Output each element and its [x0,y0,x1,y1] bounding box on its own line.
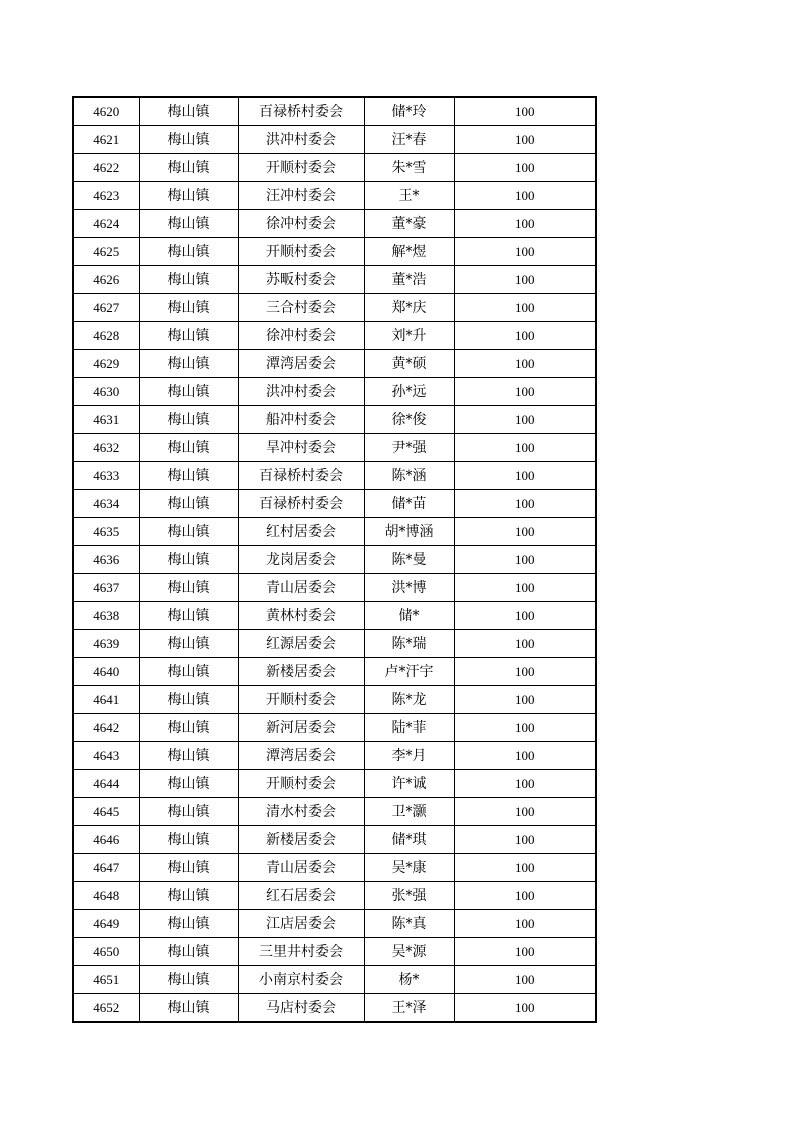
serial-cell: 4638 [73,602,139,630]
table-row [73,854,596,882]
name-cell: 朱*雪 [364,154,454,182]
data-table [72,96,597,1023]
committee-cell: 青山居委会 [238,574,364,602]
serial-cell: 4636 [73,546,139,574]
amount-cell: 100 [454,882,596,910]
name-cell: 汪*春 [364,126,454,154]
committee-cell: 龙岗居委会 [238,546,364,574]
committee-cell: 小南京村委会 [238,966,364,994]
town-cell: 梅山镇 [139,154,238,182]
table-row [73,574,596,602]
committee-cell: 船冲村委会 [238,406,364,434]
serial-cell: 4627 [73,294,139,322]
committee-cell: 三里井村委会 [238,938,364,966]
amount-cell: 100 [454,966,596,994]
serial-cell: 4651 [73,966,139,994]
name-cell: 储*琪 [364,826,454,854]
committee-cell: 红石居委会 [238,882,364,910]
amount-cell: 100 [454,826,596,854]
table-row [73,238,596,266]
town-cell: 梅山镇 [139,238,238,266]
amount-cell: 100 [454,378,596,406]
committee-cell: 徐冲村委会 [238,322,364,350]
serial-cell: 4620 [73,97,139,126]
serial-cell: 4630 [73,378,139,406]
serial-cell: 4631 [73,406,139,434]
serial-cell: 4626 [73,266,139,294]
town-cell: 梅山镇 [139,182,238,210]
committee-cell: 三合村委会 [238,294,364,322]
name-cell: 洪*博 [364,574,454,602]
town-cell: 梅山镇 [139,546,238,574]
town-cell: 梅山镇 [139,686,238,714]
amount-cell: 100 [454,238,596,266]
amount-cell: 100 [454,182,596,210]
name-cell: 吴*源 [364,938,454,966]
town-cell: 梅山镇 [139,770,238,798]
committee-cell: 汪冲村委会 [238,182,364,210]
serial-cell: 4623 [73,182,139,210]
name-cell: 陈*曼 [364,546,454,574]
serial-cell: 4624 [73,210,139,238]
table-row [73,770,596,798]
committee-cell: 江店居委会 [238,910,364,938]
amount-cell: 100 [454,658,596,686]
name-cell: 陈*真 [364,910,454,938]
table-row [73,406,596,434]
table-row [73,658,596,686]
committee-cell: 洪冲村委会 [238,126,364,154]
town-cell: 梅山镇 [139,658,238,686]
name-cell: 解*煜 [364,238,454,266]
town-cell: 梅山镇 [139,826,238,854]
serial-cell: 4622 [73,154,139,182]
committee-cell: 徐冲村委会 [238,210,364,238]
table-row [73,322,596,350]
table-row [73,210,596,238]
committee-cell: 百禄桥村委会 [238,462,364,490]
town-cell: 梅山镇 [139,322,238,350]
name-cell: 储*苗 [364,490,454,518]
amount-cell: 100 [454,714,596,742]
committee-cell: 开顺村委会 [238,686,364,714]
name-cell: 徐*俊 [364,406,454,434]
town-cell: 梅山镇 [139,97,238,126]
amount-cell: 100 [454,938,596,966]
name-cell: 吴*康 [364,854,454,882]
name-cell: 陆*菲 [364,714,454,742]
amount-cell: 100 [454,546,596,574]
town-cell: 梅山镇 [139,714,238,742]
amount-cell: 100 [454,798,596,826]
serial-cell: 4647 [73,854,139,882]
committee-cell: 潭湾居委会 [238,350,364,378]
name-cell: 王*泽 [364,994,454,1023]
serial-cell: 4645 [73,798,139,826]
table-row [73,742,596,770]
amount-cell: 100 [454,490,596,518]
committee-cell: 开顺村委会 [238,154,364,182]
table-row [73,126,596,154]
table-row [73,546,596,574]
table-row [73,630,596,658]
serial-cell: 4640 [73,658,139,686]
committee-cell: 旱冲村委会 [238,434,364,462]
table-row [73,938,596,966]
town-cell: 梅山镇 [139,126,238,154]
amount-cell: 100 [454,462,596,490]
committee-cell: 新河居委会 [238,714,364,742]
committee-cell: 潭湾居委会 [238,742,364,770]
amount-cell: 100 [454,266,596,294]
amount-cell: 100 [454,854,596,882]
name-cell: 陈*涵 [364,462,454,490]
amount-cell: 100 [454,994,596,1023]
town-cell: 梅山镇 [139,798,238,826]
name-cell: 卢*汗宇 [364,658,454,686]
town-cell: 梅山镇 [139,966,238,994]
name-cell: 董*浩 [364,266,454,294]
town-cell: 梅山镇 [139,910,238,938]
committee-cell: 新楼居委会 [238,658,364,686]
town-cell: 梅山镇 [139,602,238,630]
town-cell: 梅山镇 [139,574,238,602]
amount-cell: 100 [454,97,596,126]
committee-cell: 开顺村委会 [238,238,364,266]
table-row [73,266,596,294]
table-row [73,910,596,938]
town-cell: 梅山镇 [139,434,238,462]
table-row [73,434,596,462]
name-cell: 储* [364,602,454,630]
committee-cell: 洪冲村委会 [238,378,364,406]
town-cell: 梅山镇 [139,294,238,322]
serial-cell: 4637 [73,574,139,602]
serial-cell: 4643 [73,742,139,770]
serial-cell: 4644 [73,770,139,798]
name-cell: 陈*龙 [364,686,454,714]
serial-cell: 4633 [73,462,139,490]
table-row [73,490,596,518]
amount-cell: 100 [454,294,596,322]
amount-cell: 100 [454,630,596,658]
amount-cell: 100 [454,350,596,378]
table-row [73,97,596,126]
name-cell: 储*玲 [364,97,454,126]
serial-cell: 4632 [73,434,139,462]
serial-cell: 4628 [73,322,139,350]
committee-cell: 青山居委会 [238,854,364,882]
committee-cell: 马店村委会 [238,994,364,1023]
town-cell: 梅山镇 [139,630,238,658]
serial-cell: 4650 [73,938,139,966]
table-row [73,378,596,406]
amount-cell: 100 [454,574,596,602]
table-row [73,602,596,630]
town-cell: 梅山镇 [139,462,238,490]
table-row [73,462,596,490]
town-cell: 梅山镇 [139,882,238,910]
town-cell: 梅山镇 [139,266,238,294]
name-cell: 孙*远 [364,378,454,406]
name-cell: 黄*硕 [364,350,454,378]
serial-cell: 4649 [73,910,139,938]
town-cell: 梅山镇 [139,742,238,770]
serial-cell: 4621 [73,126,139,154]
committee-cell: 苏畈村委会 [238,266,364,294]
name-cell: 杨* [364,966,454,994]
table-row [73,182,596,210]
town-cell: 梅山镇 [139,406,238,434]
name-cell: 许*诚 [364,770,454,798]
amount-cell: 100 [454,602,596,630]
table-row [73,714,596,742]
town-cell: 梅山镇 [139,938,238,966]
name-cell: 刘*升 [364,322,454,350]
committee-cell: 百禄桥村委会 [238,97,364,126]
name-cell: 王* [364,182,454,210]
serial-cell: 4629 [73,350,139,378]
committee-cell: 红源居委会 [238,630,364,658]
name-cell: 郑*庆 [364,294,454,322]
committee-cell: 百禄桥村委会 [238,490,364,518]
committee-cell: 黄林村委会 [238,602,364,630]
table-row [73,686,596,714]
amount-cell: 100 [454,322,596,350]
table-row [73,966,596,994]
name-cell: 尹*强 [364,434,454,462]
amount-cell: 100 [454,210,596,238]
serial-cell: 4641 [73,686,139,714]
table-row [73,994,596,1023]
town-cell: 梅山镇 [139,518,238,546]
amount-cell: 100 [454,154,596,182]
serial-cell: 4634 [73,490,139,518]
committee-cell: 红村居委会 [238,518,364,546]
town-cell: 梅山镇 [139,994,238,1023]
amount-cell: 100 [454,910,596,938]
serial-cell: 4625 [73,238,139,266]
table-row [73,826,596,854]
serial-cell: 4642 [73,714,139,742]
committee-cell: 清水村委会 [238,798,364,826]
serial-cell: 4635 [73,518,139,546]
name-cell: 卫*灏 [364,798,454,826]
serial-cell: 4646 [73,826,139,854]
town-cell: 梅山镇 [139,854,238,882]
town-cell: 梅山镇 [139,490,238,518]
amount-cell: 100 [454,686,596,714]
name-cell: 胡*博涵 [364,518,454,546]
table-row [73,798,596,826]
amount-cell: 100 [454,434,596,462]
table-row [73,294,596,322]
name-cell: 李*月 [364,742,454,770]
name-cell: 张*强 [364,882,454,910]
town-cell: 梅山镇 [139,350,238,378]
town-cell: 梅山镇 [139,210,238,238]
amount-cell: 100 [454,126,596,154]
amount-cell: 100 [454,770,596,798]
table-row [73,518,596,546]
table-row [73,154,596,182]
committee-cell: 新楼居委会 [238,826,364,854]
town-cell: 梅山镇 [139,378,238,406]
name-cell: 陈*瑞 [364,630,454,658]
amount-cell: 100 [454,406,596,434]
table-body [73,97,596,1022]
amount-cell: 100 [454,742,596,770]
serial-cell: 4648 [73,882,139,910]
serial-cell: 4639 [73,630,139,658]
table-row [73,350,596,378]
committee-cell: 开顺村委会 [238,770,364,798]
table-row [73,882,596,910]
name-cell: 董*豪 [364,210,454,238]
serial-cell: 4652 [73,994,139,1023]
amount-cell: 100 [454,518,596,546]
